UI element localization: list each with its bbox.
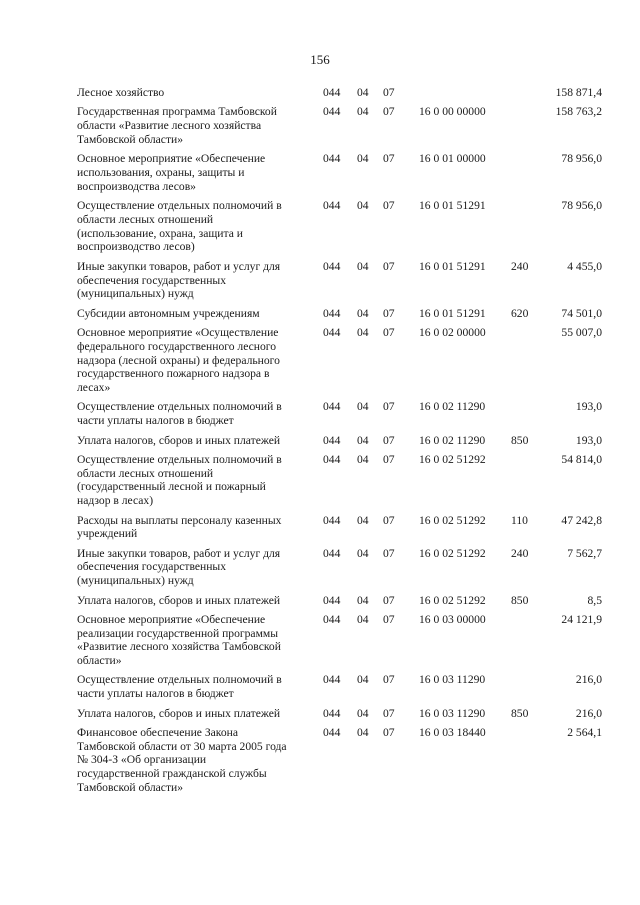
target-article-code: 16 0 03 18440 xyxy=(419,725,486,739)
budget-table xyxy=(77,86,602,800)
target-article-code: 16 0 00 00000 xyxy=(419,105,486,119)
amount: 78 956,0 xyxy=(561,199,602,213)
target-article-code: 16 0 01 00000 xyxy=(419,152,486,166)
table-row xyxy=(77,613,602,668)
target-article-code: 16 0 01 51291 xyxy=(419,199,486,213)
target-article-code: 16 0 03 11290 xyxy=(419,673,486,687)
subsection-code: 07 xyxy=(383,706,395,720)
expense-type-code: 850 xyxy=(511,433,529,447)
section-code: 04 xyxy=(357,513,369,527)
target-article-code: 16 0 01 51291 xyxy=(419,259,486,273)
department-code: 044 xyxy=(323,152,341,166)
amount: 216,0 xyxy=(575,673,602,687)
department-code: 044 xyxy=(323,325,341,339)
subsection-code: 07 xyxy=(383,593,395,607)
amount: 54 814,0 xyxy=(561,452,602,466)
target-article-code: 16 0 02 51292 xyxy=(419,452,486,466)
department-code: 044 xyxy=(323,306,341,320)
item-name: Иные закупки товаров, работ и услуг для обеспечения государственных (муниципальных) нужд xyxy=(77,259,281,301)
table-row xyxy=(77,514,602,542)
section-code: 04 xyxy=(357,725,369,739)
department-code: 044 xyxy=(323,725,341,739)
target-article-code: 16 0 02 51292 xyxy=(419,513,486,527)
department-code: 044 xyxy=(323,105,341,119)
item-name: Основное мероприятие «Обеспечение реализации государственной программы «Развитие лесного хозяйства Тамбовской области» xyxy=(77,612,281,668)
section-code: 04 xyxy=(357,400,369,414)
target-article-code: 16 0 02 51292 xyxy=(419,593,486,607)
target-article-code: 16 0 01 51291 xyxy=(419,306,486,320)
amount: 158 871,4 xyxy=(555,86,602,99)
item-name: Лесное хозяйство xyxy=(77,86,165,99)
item-name: Иные закупки товаров, работ и услуг для обеспечения государственных (муниципальных) нужд xyxy=(77,546,281,588)
amount: 8,5 xyxy=(587,593,602,607)
target-article-code: 16 0 02 51292 xyxy=(419,546,486,560)
table-row xyxy=(77,326,602,395)
department-code: 044 xyxy=(323,400,341,414)
item-name: Осуществление отдельных полномочий в части уплаты налогов в бюджет xyxy=(77,400,282,428)
amount: 47 242,8 xyxy=(561,513,602,527)
department-code: 044 xyxy=(323,86,341,99)
subsection-code: 07 xyxy=(383,673,395,687)
section-code: 04 xyxy=(357,433,369,447)
target-article-code: 16 0 02 00000 xyxy=(419,325,486,339)
amount: 216,0 xyxy=(575,706,602,720)
subsection-code: 07 xyxy=(383,199,395,213)
table-row xyxy=(77,400,602,428)
target-article-code: 16 0 02 11290 xyxy=(419,433,486,447)
amount: 74 501,0 xyxy=(561,306,602,320)
item-name: Основное мероприятие «Обеспечение использования, охраны, защиты и воспроизводства лесов» xyxy=(77,152,266,193)
subsection-code: 07 xyxy=(383,513,395,527)
subsection-code: 07 xyxy=(383,86,395,99)
expense-type-code: 240 xyxy=(511,259,529,273)
table-row xyxy=(77,260,602,301)
amount: 4 455,0 xyxy=(567,259,602,273)
item-name: Осуществление отдельных полномочий в области лесных отношений (государственный лесной и пожарный надзор в лесах) xyxy=(77,452,282,508)
table-row xyxy=(77,199,602,254)
section-code: 04 xyxy=(357,199,369,213)
item-name: Субсидии автономным учреждениям xyxy=(77,306,260,320)
amount: 193,0 xyxy=(575,433,602,447)
department-code: 044 xyxy=(323,673,341,687)
table-row xyxy=(77,726,602,795)
table-row xyxy=(77,673,602,701)
subsection-code: 07 xyxy=(383,725,395,739)
amount: 78 956,0 xyxy=(561,152,602,166)
item-name: Финансовое обеспечение Закона Тамбовской области от 30 марта 2005 года № 304-З «Об организации государственной гражданской службы Тамбовской области» xyxy=(77,725,287,795)
section-code: 04 xyxy=(357,259,369,273)
table-row xyxy=(77,547,602,588)
item-name: Уплата налогов, сборов и иных платежей xyxy=(77,706,281,720)
section-code: 04 xyxy=(357,593,369,607)
table-row xyxy=(77,707,602,721)
table-row xyxy=(77,105,602,146)
subsection-code: 07 xyxy=(383,259,395,273)
section-code: 04 xyxy=(357,325,369,339)
table-row xyxy=(77,453,602,508)
table-row xyxy=(77,86,602,100)
amount: 158 763,2 xyxy=(555,105,602,119)
department-code: 044 xyxy=(323,706,341,720)
table-row xyxy=(77,434,602,448)
page-number: 156 xyxy=(310,52,330,67)
department-code: 044 xyxy=(323,612,341,626)
section-code: 04 xyxy=(357,673,369,687)
subsection-code: 07 xyxy=(383,546,395,560)
item-name: Расходы на выплаты персоналу казенных учреждений xyxy=(77,513,282,541)
subsection-code: 07 xyxy=(383,452,395,466)
amount: 55 007,0 xyxy=(561,325,602,339)
department-code: 044 xyxy=(323,199,341,213)
amount: 2 564,1 xyxy=(567,725,602,739)
subsection-code: 07 xyxy=(383,400,395,414)
item-name: Уплата налогов, сборов и иных платежей xyxy=(77,593,281,607)
subsection-code: 07 xyxy=(383,152,395,166)
item-name: Государственная программа Тамбовской области «Развитие лесного хозяйства Тамбовской области» xyxy=(77,105,277,146)
expense-type-code: 850 xyxy=(511,706,529,720)
section-code: 04 xyxy=(357,152,369,166)
department-code: 044 xyxy=(323,593,341,607)
section-code: 04 xyxy=(357,546,369,560)
table-row xyxy=(77,594,602,608)
item-name: Уплата налогов, сборов и иных платежей xyxy=(77,433,281,447)
subsection-code: 07 xyxy=(383,433,395,447)
target-article-code: 16 0 03 11290 xyxy=(419,706,486,720)
section-code: 04 xyxy=(357,86,369,99)
section-code: 04 xyxy=(357,105,369,119)
department-code: 044 xyxy=(323,433,341,447)
expense-type-code: 110 xyxy=(511,513,528,527)
expense-type-code: 240 xyxy=(511,546,529,560)
subsection-code: 07 xyxy=(383,612,395,626)
subsection-code: 07 xyxy=(383,306,395,320)
expense-type-code: 620 xyxy=(511,306,529,320)
section-code: 04 xyxy=(357,612,369,626)
table-row xyxy=(77,307,602,321)
amount: 193,0 xyxy=(575,400,602,414)
section-code: 04 xyxy=(357,306,369,320)
subsection-code: 07 xyxy=(383,325,395,339)
amount: 7 562,7 xyxy=(567,546,602,560)
department-code: 044 xyxy=(323,452,341,466)
amount: 24 121,9 xyxy=(561,612,602,626)
subsection-code: 07 xyxy=(383,105,395,119)
expense-type-code: 850 xyxy=(511,593,529,607)
department-code: 044 xyxy=(323,546,341,560)
target-article-code: 16 0 03 00000 xyxy=(419,612,486,626)
table-row xyxy=(77,152,602,193)
section-code: 04 xyxy=(357,706,369,720)
department-code: 044 xyxy=(323,259,341,273)
item-name: Осуществление отдельных полномочий в области лесных отношений (использование, охрана, защита и воспроизводство лесов) xyxy=(77,199,282,254)
target-article-code: 16 0 02 11290 xyxy=(419,400,486,414)
item-name: Осуществление отдельных полномочий в части уплаты налогов в бюджет xyxy=(77,673,282,701)
item-name: Основное мероприятие «Осуществление федерального государственного лесного надзора (лесной охраны) и федерального государственного пожарного надзора в лесах» xyxy=(77,325,280,395)
section-code: 04 xyxy=(357,452,369,466)
department-code: 044 xyxy=(323,513,341,527)
